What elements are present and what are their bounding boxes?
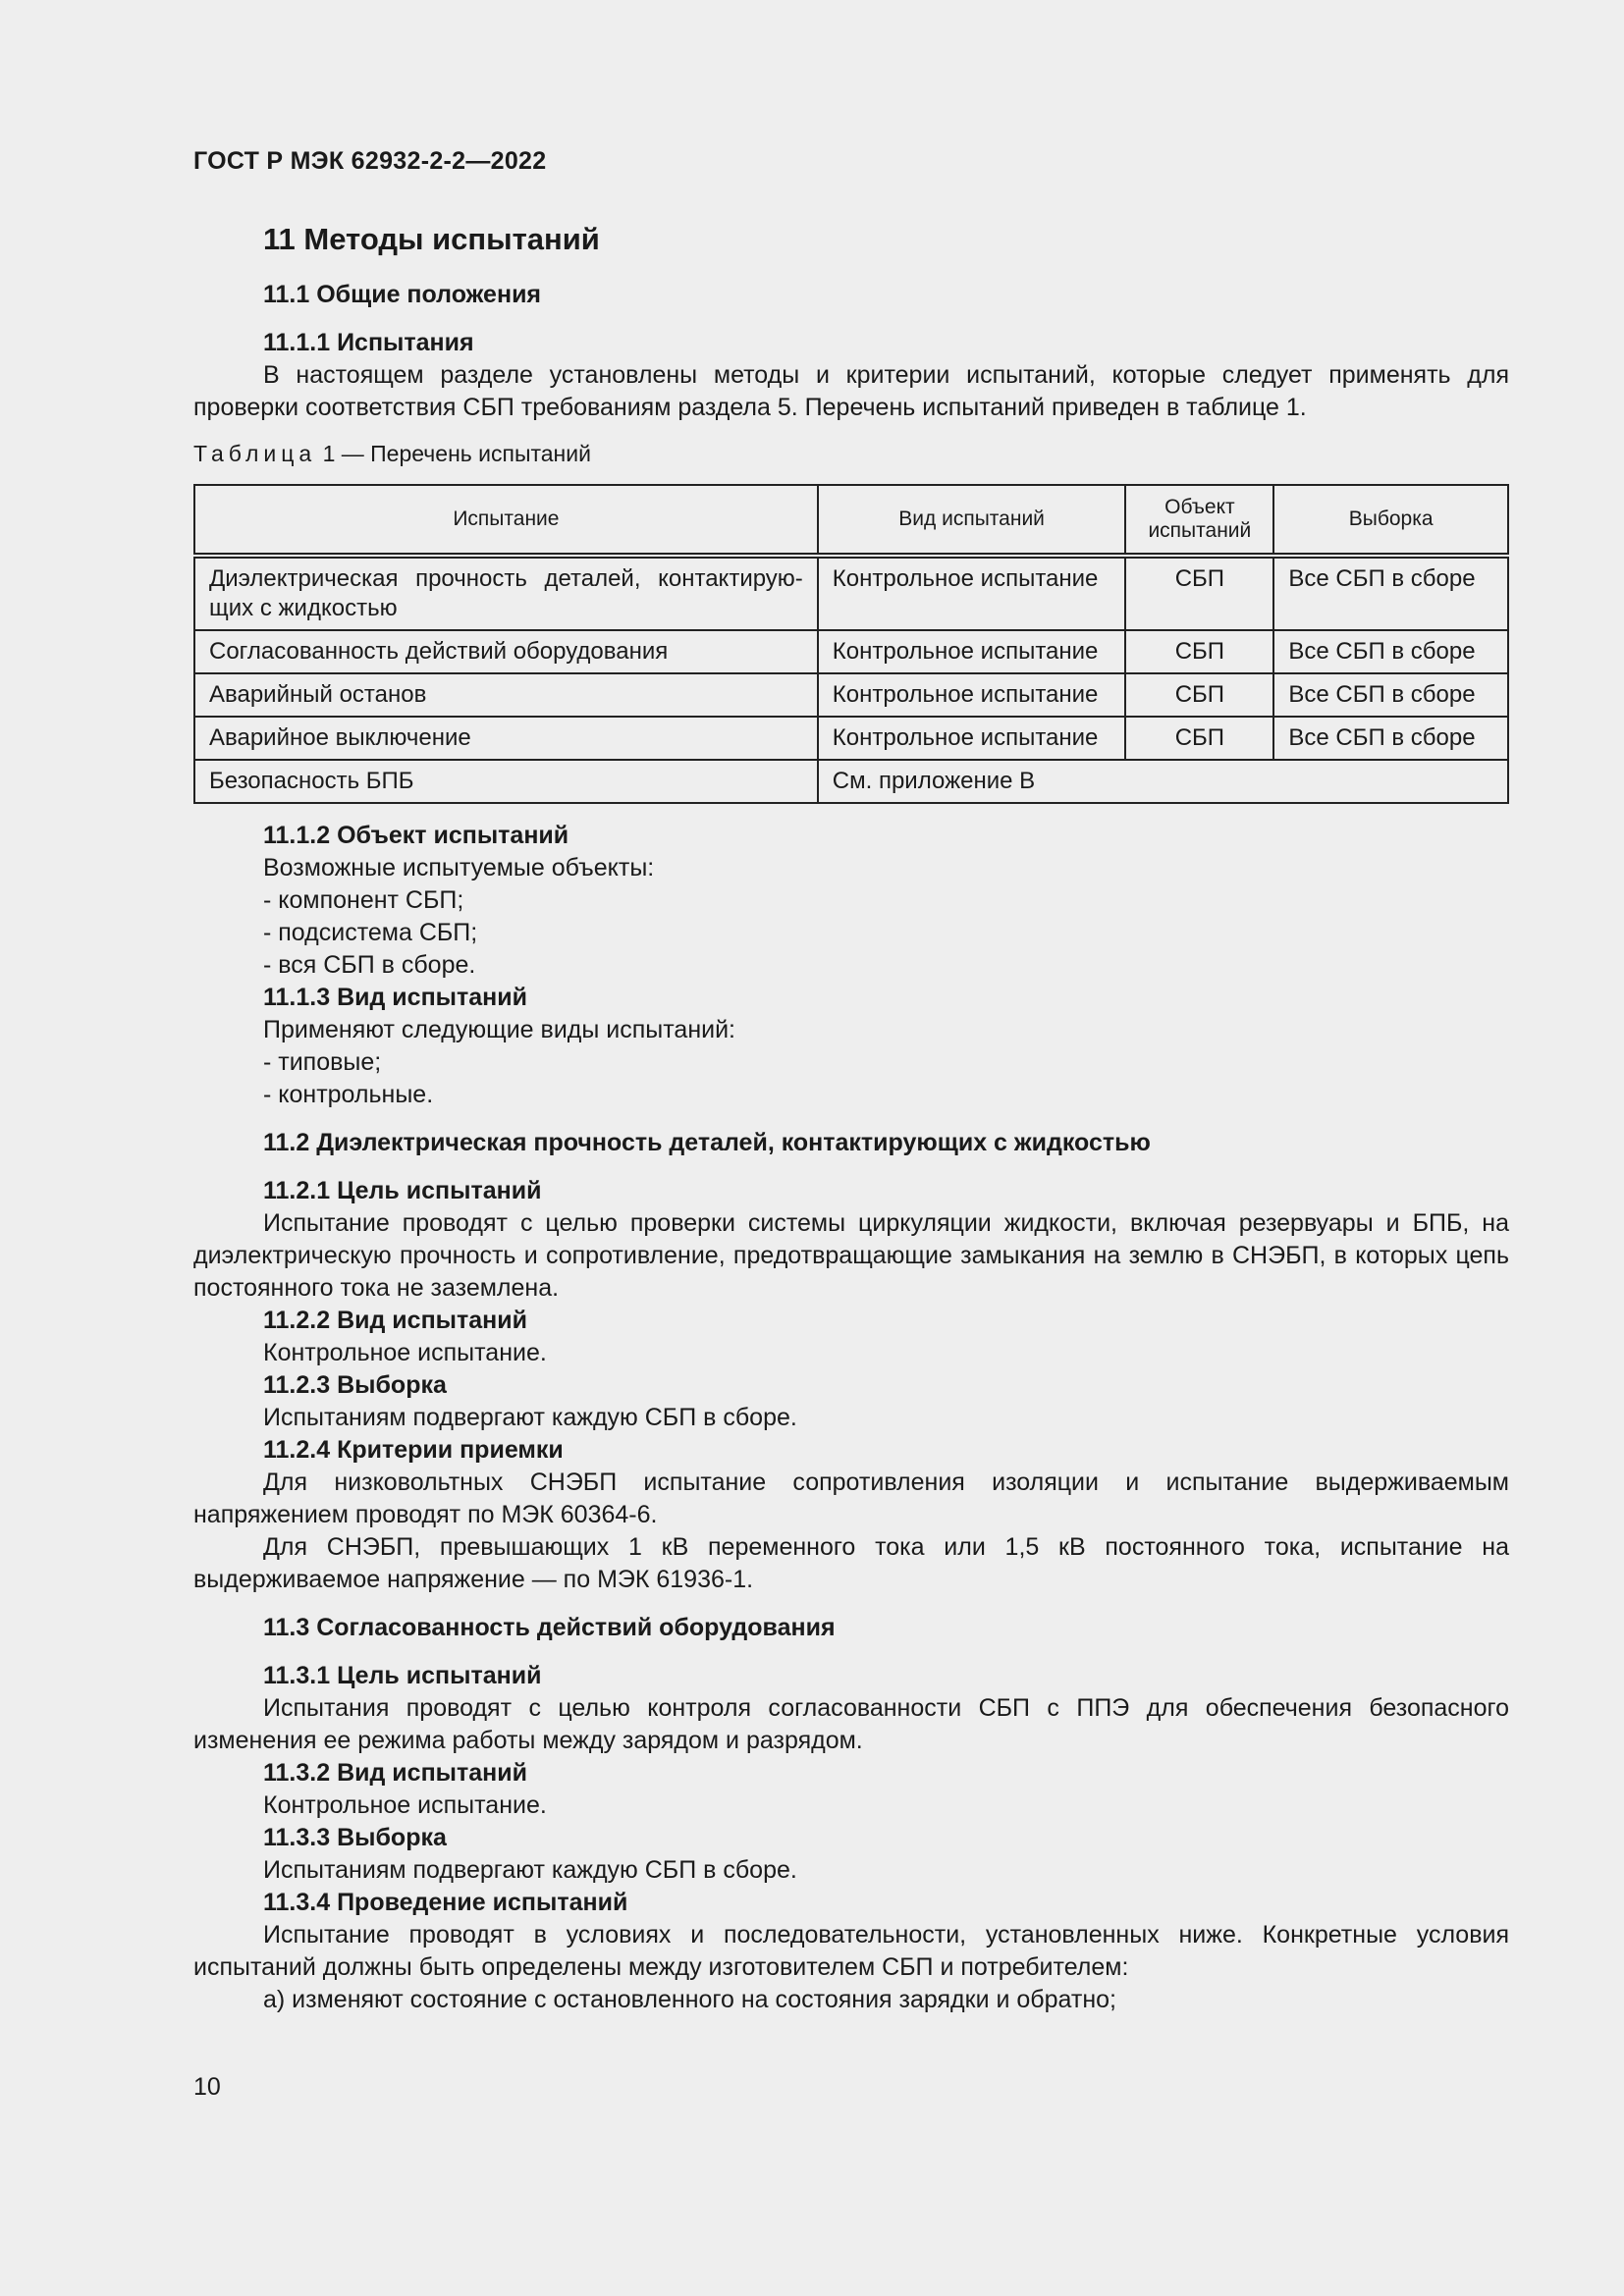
section-11-2-3-text: Испытаниям подвергают каждую СБП в сборе. — [263, 1404, 797, 1431]
table-row — [194, 556, 1508, 630]
header-test-type: Вид испытаний — [818, 485, 1126, 556]
section-11-2-4-para-1: Для низковольтных СНЭБП испытание сопротивления изоляции и испытание выдерживаемым напряжением проводят по МЭК 60364-6. — [193, 1468, 1509, 1528]
page-number: 10 — [193, 2073, 221, 2101]
table-cell: Согласованность действий оборудования — [194, 630, 818, 673]
table-cell: Все СБП в сборе — [1273, 556, 1508, 630]
section-11-1-1-title: 11.1.1 Испытания — [263, 329, 474, 356]
section-11-3-1-title: 11.3.1 Цель испытаний — [263, 1662, 542, 1689]
section-11-3-4-title: 11.3.4 Проведение испытаний — [263, 1889, 628, 1916]
table-caption-label: Таблица — [193, 441, 317, 466]
section-11-1-1-text: В настоящем разделе установлены методы и критерии испытаний, которые следует применять для проверки соответствия СБП требованиям раздела 5. Перечень испытаний приведен в таблице 1. — [193, 361, 1509, 421]
section-11-3-3-text: Испытаниям подвергают каждую СБП в сборе. — [263, 1856, 797, 1884]
table-header-row — [194, 485, 1508, 556]
table-cell: СБП — [1125, 673, 1273, 717]
table-row — [194, 717, 1508, 760]
table-cell: СБП — [1125, 630, 1273, 673]
standard-header: ГОСТ Р МЭК 62932-2-2—2022 — [193, 147, 547, 175]
section-11-2-4-title: 11.2.4 Критерии приемки — [263, 1436, 564, 1464]
table-row — [194, 673, 1508, 717]
list-item: а) изменяют состояние с остановленного на состояния зарядки и обратно; — [263, 1986, 1116, 2013]
list-item: - контрольные. — [263, 1081, 434, 1108]
table-cell: Безопасность БПБ — [194, 760, 818, 803]
section-11-title: 11 Методы испытаний — [263, 222, 600, 256]
table-cell: Диэлектрическая прочность деталей, контактирую-щих с жидкостью — [194, 556, 818, 630]
table-row — [194, 760, 1508, 803]
table-caption-text: 1 — Перечень испытаний — [316, 441, 591, 466]
table-cell: СБП — [1125, 717, 1273, 760]
header-sample: Выборка — [1273, 485, 1508, 556]
section-11-3-2-text: Контрольное испытание. — [263, 1791, 547, 1819]
section-11-2-4-para-2: Для СНЭБП, превышающих 1 кВ переменного тока или 1,5 кВ постоянного тока, испытание на выдерживаемое напряжение — по МЭК 61936-1. — [193, 1533, 1509, 1593]
section-11-2-3-title: 11.2.3 Выборка — [263, 1371, 447, 1399]
header-test: Испытание — [194, 485, 818, 556]
page-content — [193, 220, 1509, 2016]
section-11-3-title: 11.3 Согласованность действий оборудования — [263, 1614, 836, 1641]
table-cell: Контрольное испытание — [818, 556, 1126, 630]
table-cell: Все СБП в сборе — [1273, 630, 1508, 673]
list-item: - компонент СБП; — [263, 886, 464, 914]
table-cell: Аварийный останов — [194, 673, 818, 717]
list-item: - подсистема СБП; — [263, 919, 478, 946]
table-row — [194, 630, 1508, 673]
list-item: - вся СБП в сборе. — [263, 951, 476, 979]
table-1-caption — [193, 438, 1509, 470]
table-cell: СБП — [1125, 556, 1273, 630]
table-cell: Контрольное испытание — [818, 673, 1126, 717]
section-11-3-4-text: Испытание проводят в условиях и последовательности, установленных ниже. Конкретные условия испытаний должны быть определены между изготовителем СБП и потребителем: — [193, 1921, 1509, 1981]
table-cell: Контрольное испытание — [818, 717, 1126, 760]
list-intro: Применяют следующие виды испытаний: — [263, 1016, 736, 1043]
section-11-1-title: 11.1 Общие положения — [263, 281, 542, 308]
section-11-1-2-title: 11.1.2 Объект испытаний — [263, 822, 569, 849]
section-11-2-2-title: 11.2.2 Вид испытаний — [263, 1307, 528, 1334]
section-11-3-2-title: 11.3.2 Вид испытаний — [263, 1759, 528, 1787]
section-11-2-title: 11.2 Диэлектрическая прочность деталей, контактирующих с жидкостью — [263, 1129, 1151, 1156]
table-cell: Все СБП в сборе — [1273, 673, 1508, 717]
section-11-2-1-text: Испытание проводят с целью проверки системы циркуляции жидкости, включая резервуары и БПБ, на диэлектрическую прочность и сопротивление, предотвращающие замыкания на землю в СНЭБП, в которых цепь постоянного тока не заземлена. — [193, 1209, 1509, 1302]
table-cell: Все СБП в сборе — [1273, 717, 1508, 760]
list-intro: Возможные испытуемые объекты: — [263, 854, 655, 881]
header-test-object: Объект испытаний — [1125, 485, 1273, 556]
list-item: - типовые; — [263, 1048, 382, 1076]
section-11-3-3-title: 11.3.3 Выборка — [263, 1824, 447, 1851]
section-11-2-1-title: 11.2.1 Цель испытаний — [263, 1177, 542, 1204]
table-cell: Контрольное испытание — [818, 630, 1126, 673]
section-11-3-1-text: Испытания проводят с целью контроля согласованности СБП с ППЭ для обеспечения безопасного изменения ее режима работы между зарядом и разрядом. — [193, 1694, 1509, 1754]
section-11-1-3-title: 11.1.3 Вид испытаний — [263, 984, 528, 1011]
table-cell: См. приложение В — [818, 760, 1508, 803]
section-11-2-2-text: Контрольное испытание. — [263, 1339, 547, 1366]
table-cell: Аварийное выключение — [194, 717, 818, 760]
tests-table — [193, 484, 1509, 804]
